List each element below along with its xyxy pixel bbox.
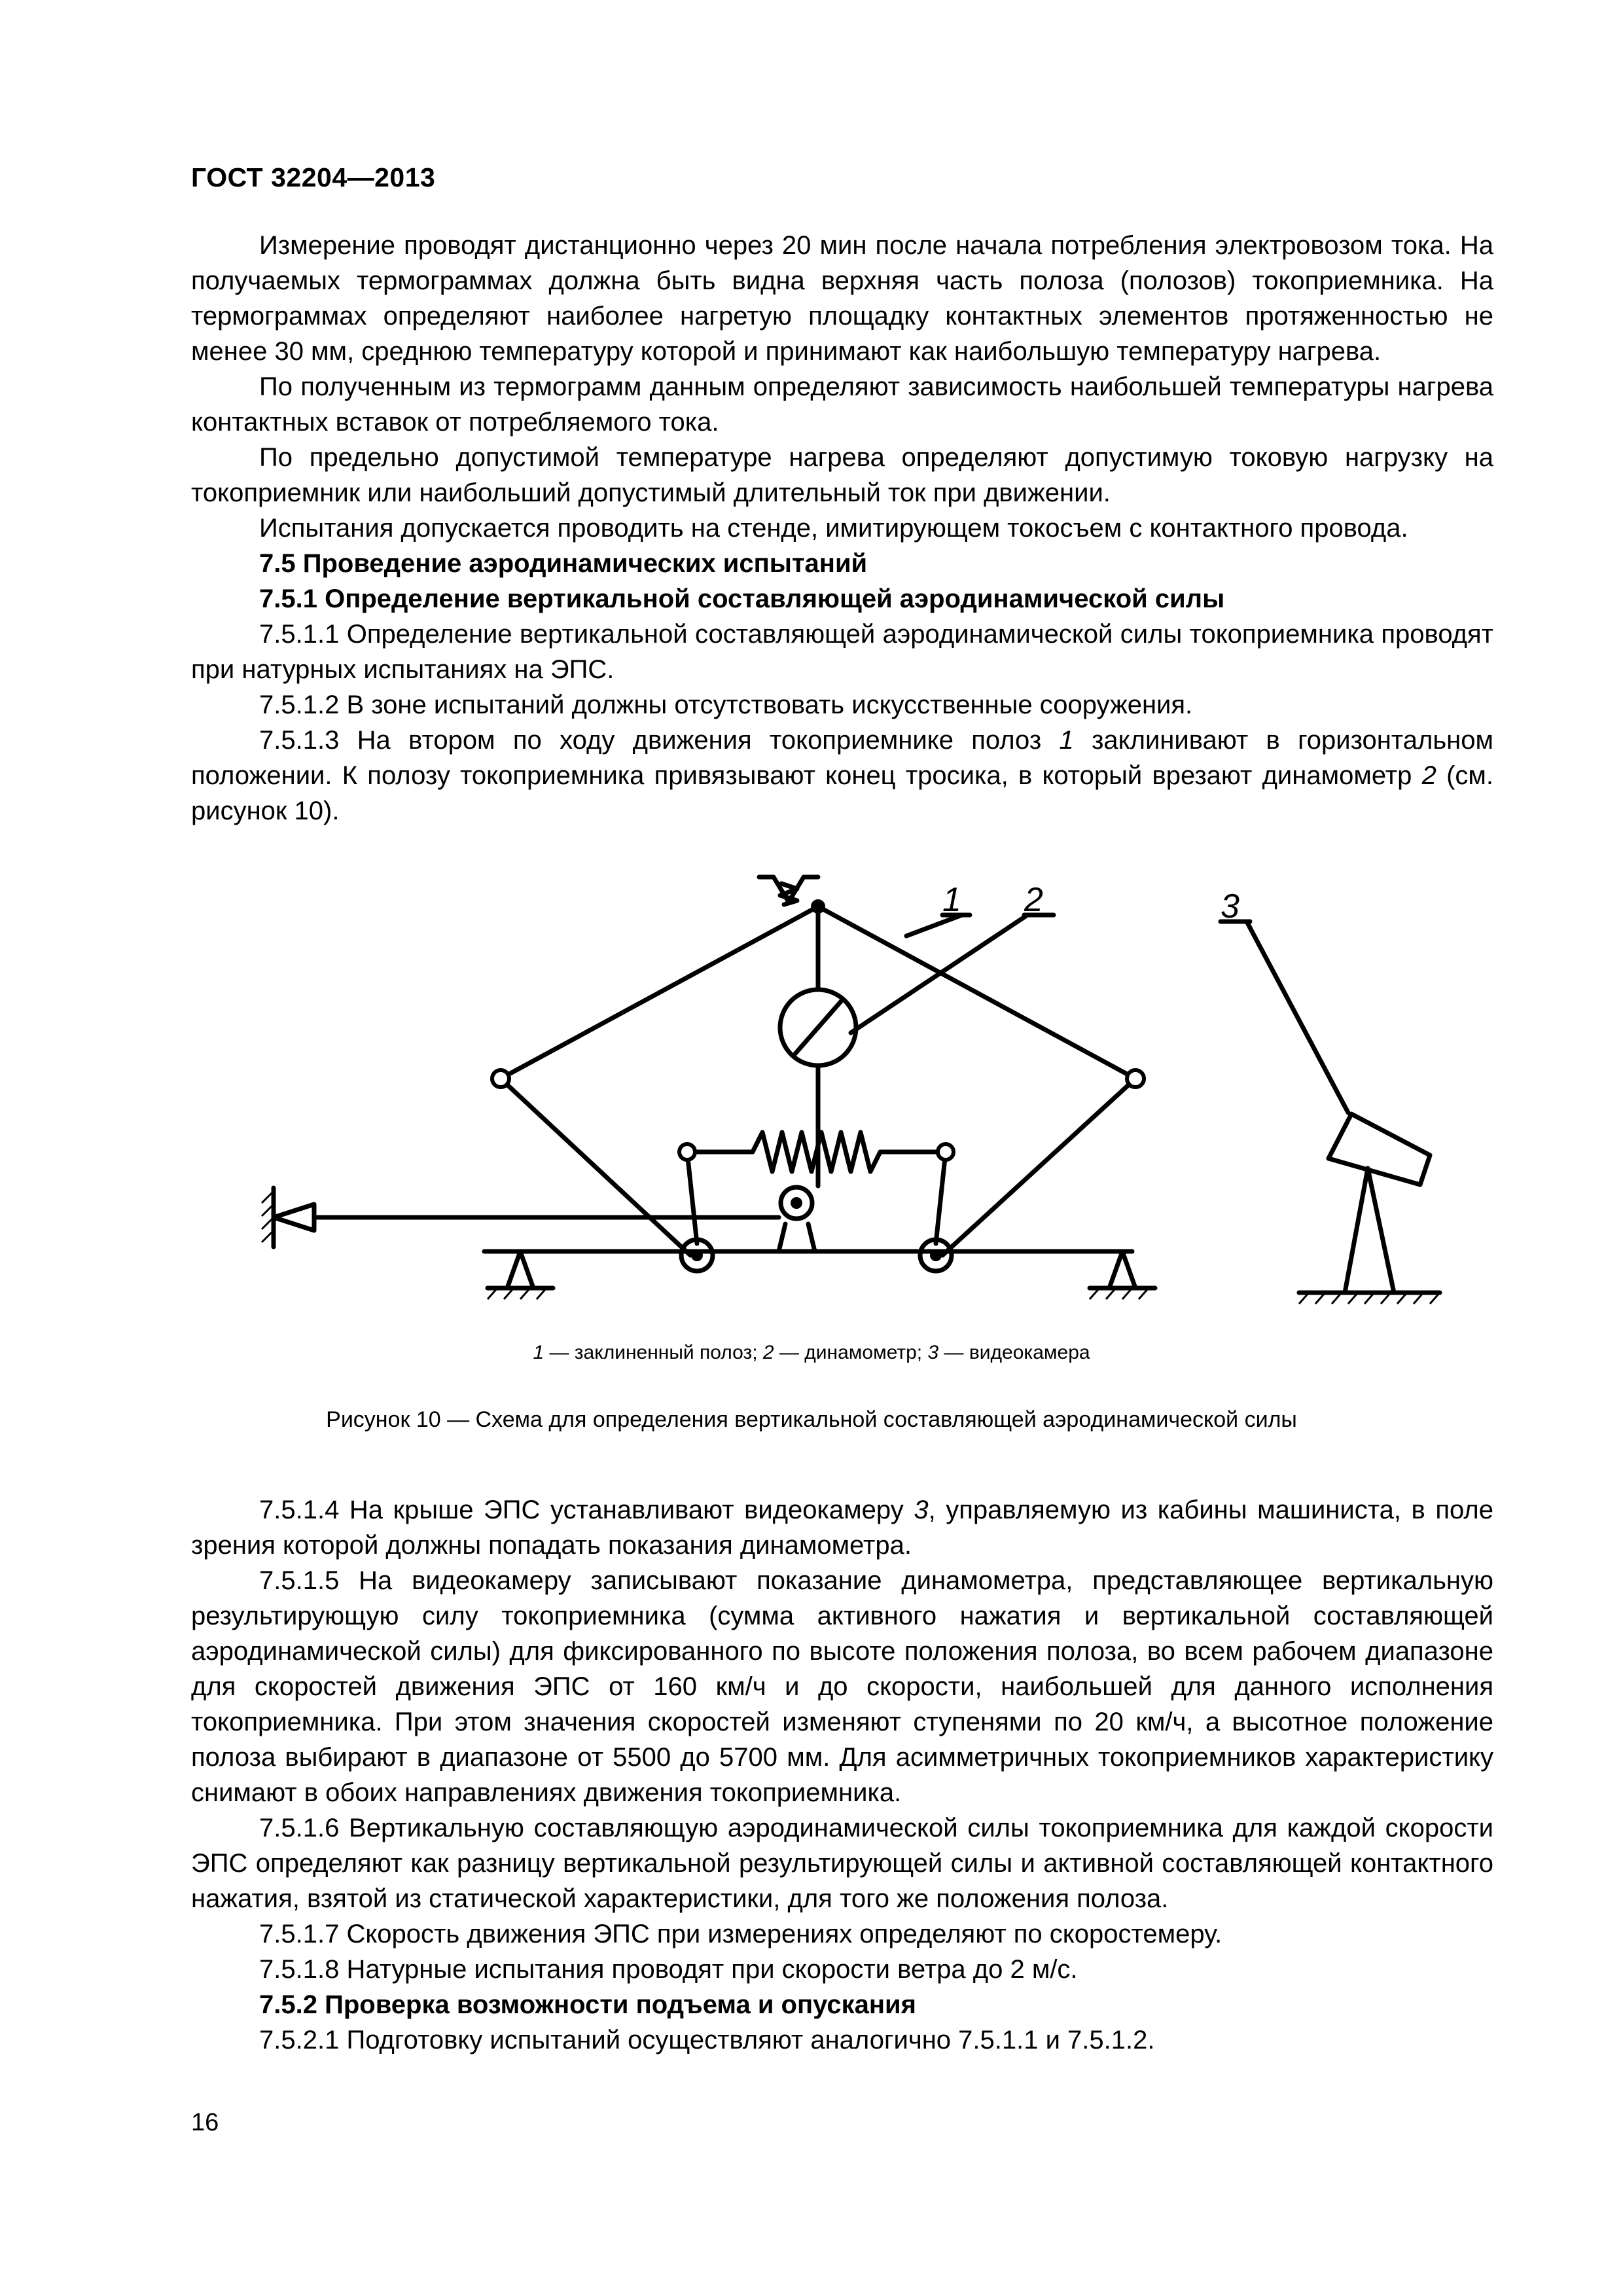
camera-leg-right [1368,1168,1394,1293]
link-left [687,1152,697,1244]
paragraph [191,1492,1493,1563]
frame-right-lower [942,1079,1135,1255]
text-block-bottom [191,1492,1493,2058]
legend-text: — заклиненный полоз; [544,1342,763,1363]
section-heading: 7.5 Проведение аэродинамических испытаний [259,549,868,578]
paragraph [191,723,1493,829]
document-code-header: ГОСТ 32204—2013 [191,162,436,192]
link-right [936,1152,946,1244]
legend-number: 1 [533,1342,544,1363]
camera-leg-left [1345,1168,1368,1293]
text-run: заклинивают в горизонтальном положении. К полозу токоприемника привязывают конец тросика, в который врезают динамометр [191,726,1493,790]
joint-lever-left [679,1144,695,1160]
ref-number: 1 [1059,726,1074,755]
paragraph: Испытания допускается проводить на стенде, имитирующем токосъем с контактного провода. [259,514,1408,543]
support-right [1109,1251,1135,1288]
ref-number: 3 [914,1496,929,1524]
joint-right [1127,1070,1144,1087]
figure-title: Рисунок 10 — Схема для определения вертикальной составляющей аэродинамической силы [326,1407,1297,1432]
dynamometer-needle [795,1001,841,1054]
joint-left [492,1070,509,1087]
video-camera [1329,1114,1430,1185]
paragraph: 7.5.1.5 На видеокамеру записывают показание динамометра, представляющее вертикальную результирующую силу токоприемника (сумма активного нажатия и вертикальной составляющей аэродинамической силы) для фиксированного по высоте положения полоза, во всем рабочем диапазоне для скоростей движения ЭПС от 160 км/ч и до скорости, наибольшей для данного исполнения токоприемника. При этом значения скоростей изменяют ступенями по 20 км/ч, а высотное положение полоза выбирают в диапазоне от 5500 до 5700 мм. Для асимметричных токоприемников характеристику снимают в обоих направлениях движения токоприемника. [191,1566,1493,1807]
paragraph: Измерение проводят дистанционно через 20 мин после начала потребления электровозом тока. На получаемых термограммах должна быть видна верхняя часть полоза (полозов) токоприемника. На термограммах определяют наиболее нагретую площадку контактных элементов протяженностью не менее 30 мм, среднюю температуру которой и принимают как наибольшую температуру нагрева. [191,231,1493,366]
legend-number: 3 [927,1342,939,1363]
text-block-top [191,228,1493,829]
joint-top [811,899,825,914]
text-run: , управляемую из кабины машиниста, в поле зрения которой должны попадать показания динамометра. [191,1496,1493,1560]
legend-text: — динамометр; [774,1342,928,1363]
page-number: 16 [191,2109,219,2136]
paragraph: 7.5.1.2 В зоне испытаний должны отсутствовать искусственные сооружения. [259,691,1193,719]
paragraph: 7.5.1.6 Вертикальную составляющую аэродинамической силы токоприемника для каждой скорости ЭПС определяют как разницу вертикальной результирующей силы и активной составляющей контактного нажатия, взятой из статической характеристики, для того же положения полоза. [191,1814,1493,1913]
leader-2 [851,915,1027,1033]
figure-legend [0,1342,1623,1364]
frame-left-upper [501,906,818,1079]
subsection-heading: 7.5.2 Проверка возможности подъема и опускания [259,1990,916,2019]
frame-right-upper [818,906,1135,1079]
paragraph: 7.5.2.1 Подготовку испытаний осуществляют аналогично 7.5.1.1 и 7.5.1.2. [259,2026,1155,2054]
rope-anchor [274,1204,314,1230]
joint-lever-right [938,1144,954,1160]
leader-3 [1247,922,1348,1113]
joint-base-right [930,1249,942,1261]
legend-text: — видеокамера [938,1342,1090,1363]
figure-label-1: 1 [942,881,961,919]
text-run: 7.5.1.4 На крыше ЭПС устанавливают видеокамеру [259,1496,914,1524]
joint-center [791,1197,802,1209]
frame-left-lower [501,1079,690,1255]
text-run: 7.5.1.3 На втором по ходу движения токоприемнике полоз [259,726,1060,755]
joint-base-left [691,1249,703,1261]
support-left [507,1251,533,1288]
subsection-heading: 7.5.1 Определение вертикальной составляющей аэродинамической силы [259,584,1225,613]
paragraph: По предельно допустимой температуре нагрева определяют допустимую токовую нагрузку на токоприемник или наибольший допустимый длительный ток при движении. [191,443,1493,507]
pedestal-right [808,1224,815,1251]
paragraph: По полученным из термограмм данным определяют зависимость наибольшей температуры нагрева контактных вставок от потребляемого тока. [191,372,1493,437]
figure-label-2: 2 [1024,881,1043,919]
paragraph: 7.5.1.1 Определение вертикальной составляющей аэродинамической силы токоприемника проводят при натурных испытаниях на ЭПС. [191,620,1493,684]
ref-number: 2 [1421,761,1436,790]
paragraph: 7.5.1.7 Скорость движения ЭПС при измерениях определяют по скоростемеру. [259,1920,1222,1948]
text-run: (см. рисунок 10). [191,761,1493,825]
figure-label-3: 3 [1221,888,1240,925]
pedestal-left [779,1224,785,1251]
legend-number: 2 [762,1342,774,1363]
paragraph: 7.5.1.8 Натурные испытания проводят при скорости ветра до 2 м/с. [259,1955,1078,1984]
figure-10-diagram [236,851,1466,1348]
